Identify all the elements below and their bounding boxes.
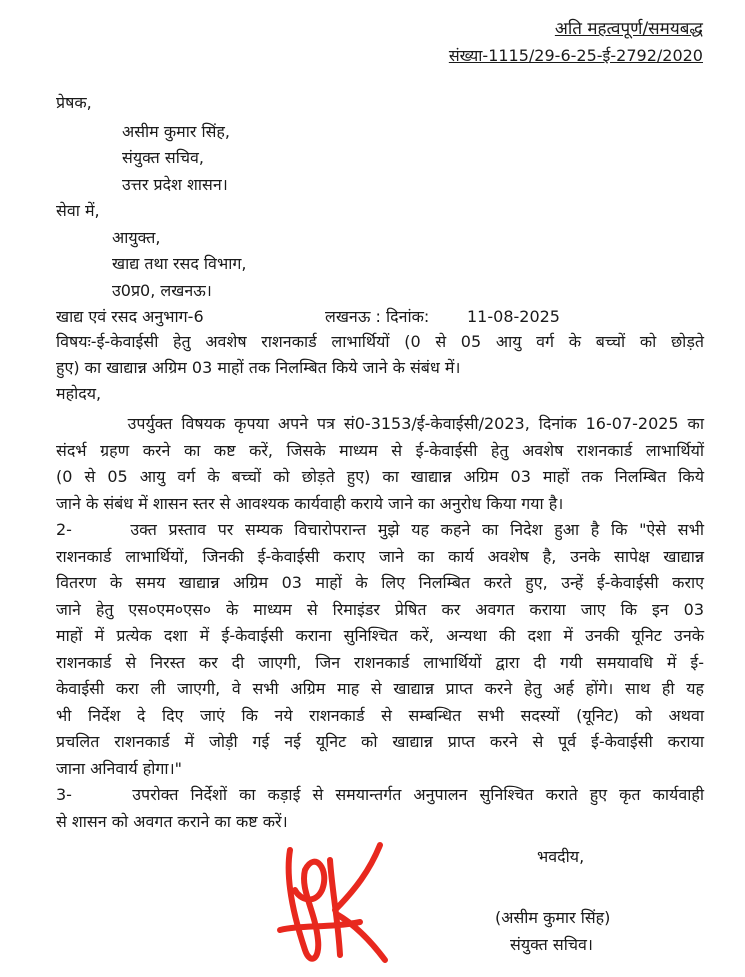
body-line: 3- उपरोक्त निर्देशों का कड़ाई से समयान्तर्गत अनुपालन सुनिश्चित कराते हुए कृत कार्यवाही <box>56 785 704 804</box>
body-line: राशनकार्ड से निरस्त कर दी जाएगी, जिन राशनकार्ड लाभार्थियों द्वारा दी गयी समयावधि में ई- <box>56 653 704 672</box>
signatory-name: (असीम कुमार सिंह) <box>495 908 611 927</box>
sender-name: असीम कुमार सिंह, <box>122 122 231 141</box>
body-line: जाने के संबंध में शासन स्तर से आवश्यक कार्यवाही कराये जाने का अनुरोध किया गया है। <box>56 494 564 513</box>
body-line: (0 से 05 आयु वर्ग के बच्चों को छोड़ते हुए) का खाद्यान्न अग्रिम 03 माहों तक निलम्बित किये <box>56 467 704 486</box>
salutation: महोदय, <box>56 384 102 403</box>
body-line: भी निर्देश दे दिए जाएं कि नये राशनकार्ड से सम्बन्धित सभी सदस्यों (यूनिट) को अथवा <box>56 706 704 725</box>
body-line: से शासन को अवगत कराने का कष्ट करें। <box>56 812 288 831</box>
letter-date: 11-08-2025 <box>467 307 560 326</box>
section-name: खाद्य एवं रसद अनुभाग-6 <box>56 307 204 326</box>
place-date-label: लखनऊ : दिनांक: <box>325 307 430 326</box>
body-line: राशनकार्ड लाभार्थियों, जिनकी ई-केवाईसी कराए जाने का कार्य अवशेष है, उनके सापेक्ष खाद्यान्न <box>56 547 704 566</box>
letter-number: संख्या-1115/29-6-25-ई-2792/2020 <box>448 46 703 65</box>
body-line: केवाईसी करा ली जाएगी, वे सभी अग्रिम माह से खाद्यान्न प्राप्त करने हेतु अर्ह होंगे। साथ ही यह <box>56 679 704 698</box>
body-line: 2- उक्त प्रस्ताव पर सम्यक विचारोपरान्त मुझे यह कहने का निदेश हुआ है कि "ऐसे सभी <box>56 520 704 539</box>
sender-label: प्रेषक, <box>56 93 92 112</box>
priority-marking: अति महत्वपूर्ण/समयबद्ध <box>554 19 703 39</box>
body-line: वितरण के समय खाद्यान्न अग्रिम 03 माहों के लिए निलम्बित करते हुए, उन्हें ई-केवाईसी कराए <box>56 573 704 592</box>
body-line: माहों में प्रत्येक दशा में ई-केवाईसी कराना सुनिश्चित करें, अन्यथा की दशा में उनकी यूनिट उनके <box>56 626 704 645</box>
recipient-department: खाद्य तथा रसद विभाग, <box>112 254 247 273</box>
sender-designation: संयुक्त सचिव, <box>122 148 204 167</box>
body-line: संदर्भ ग्रहण करने का कष्ट करें, जिसके माध्यम से ई-केवाईसी हेतु अवशेष राशनकार्ड लाभार्थियों <box>56 441 704 460</box>
handwritten-signature <box>260 830 410 970</box>
sender-office: उत्तर प्रदेश शासन। <box>122 175 228 194</box>
valediction: भवदीय, <box>537 847 585 866</box>
subject-line: हुए) का खाद्यान्न अग्रिम 03 माहों तक निलम्बित किये जाने के संबंध में। <box>56 358 461 377</box>
subject-line: विषयः-ई-केवाईसी हेतु अवशेष राशनकार्ड लाभार्थियों (0 से 05 आयु वर्ग के बच्चों को छोड़ते <box>56 332 704 351</box>
recipient-place: उ0प्र0, लखनऊ। <box>112 281 212 300</box>
recipient-title: आयुक्त, <box>112 228 161 247</box>
signatory-designation: संयुक्त सचिव। <box>510 935 593 954</box>
recipient-label: सेवा में, <box>56 201 100 220</box>
body-line: जाना अनिवार्य होगा।" <box>56 759 182 778</box>
body-line: उपर्युक्त विषयक कृपया अपने पत्र सं0-3153/ई-केवाईसी/2023, दिनांक 16-07-2025 का <box>56 414 704 433</box>
body-line: जाने हेतु एस०एम०एस० के माध्यम से रिमाइंडर प्रेषित कर अवगत कराया जाए कि इन 03 <box>56 600 704 619</box>
body-line: प्रचलित राशनकार्ड में जोड़ी गई नई यूनिट को खाद्यान्न प्राप्त करने से पूर्व ई-केवाईसी कराया <box>56 732 704 751</box>
